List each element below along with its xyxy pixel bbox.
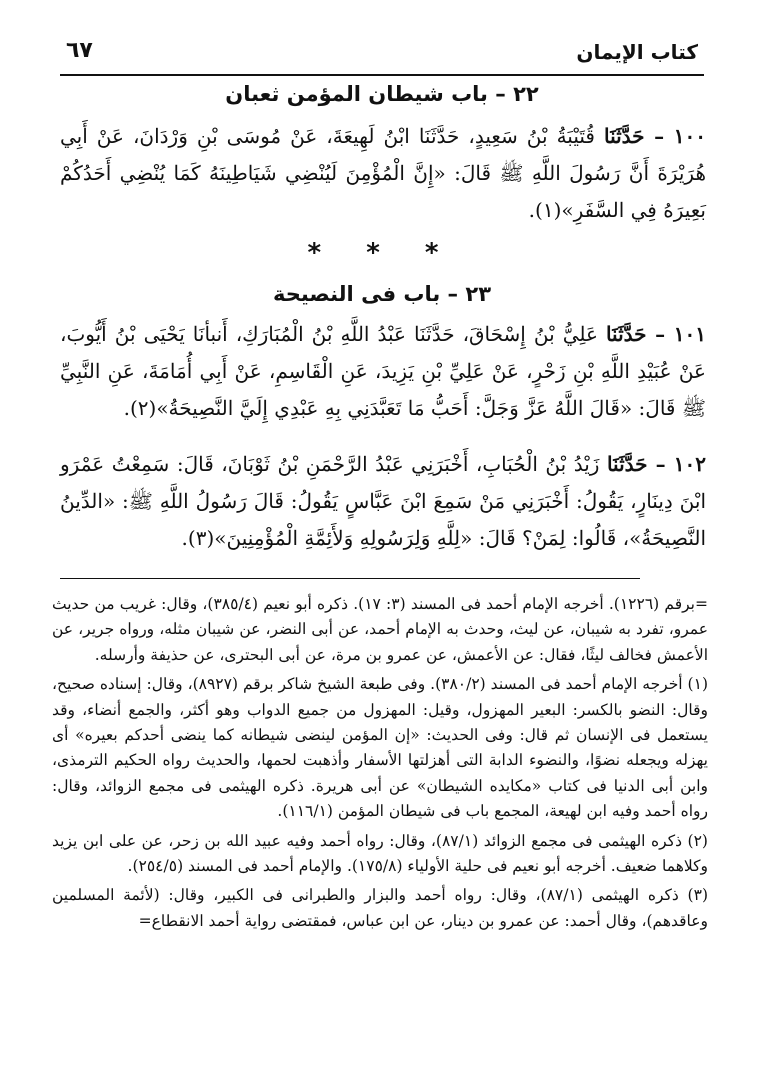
footnote: (٣) ذكره الهيثمى (٨٧/١)، وقال: رواه أحمد والبزار والطبرانى فى الكبير، وقال: (لأئمة المسلمين وعاقدهم)، وقال أحمد: عن عمرو بن دينار، عن ابن عباس، فمقتضى رواية أحمد الانقطاع= — [52, 886, 708, 930]
footnote-divider — [60, 578, 640, 579]
hadith-body: عَلِيُّ بْنُ إِسْحَاقَ، حَدَّثَنَا عَبْدُ اللَّهِ بْنُ الْمُبَارَكِ، أَنبأنَا يَحْيَى بْنُ أَيُّوبَ، عَنْ عُبَيْدِ اللَّهِ بْنِ زَحْرٍ، عَنْ عَلِيِّ بْنِ يَزِيدَ، عَنِ الْقَاسِمِ، عَنْ أَبِي أُمَامَةَ، عَنِ النَّبِيِّ ﷺ قَالَ: «قَالَ اللَّهُ عَزَّ وَجَلَّ: أَحَبُّ مَا تَعَبَّدَنِي بِهِ عَبْدِي إِلَيَّ النَّصِيحَةُ»(٢). — [60, 322, 706, 420]
hadith-text — [60, 316, 706, 427]
page-header — [60, 34, 704, 76]
hadith-number: ١٠٠ – حَدَّثَنَا — [603, 124, 706, 148]
page-number: ٦٧ — [66, 38, 93, 63]
hadith-number: ١٠١ – حَدَّثَنَا — [605, 322, 707, 346]
running-title: كتاب الإيمان — [576, 40, 698, 64]
hadith-text — [60, 446, 706, 557]
hadith-body: زَيْدُ بْنُ الْحُبَابِ، أَخْبَرَنِي عَبْدُ الرَّحْمَنِ بْنُ ثَوْبَانَ، قَالَ: سَمِعْتُ عَمْرَو ابْنَ دِينَارٍ، يَقُولُ: أَخْبَرَنِي مَنْ سَمِعَ ابْنَ عَبَّاسٍ يَقُولُ: قَالَ رَسُولُ اللَّهِ ﷺ: «الدِّينُ النَّصِيحَةُ»، قَالُوا: لِمَنْ؟ قَالَ: «لِلَّهِ وَلِرَسُولِهِ وَلأَئِمَّةِ الْمُؤْمِنِينَ»(٣). — [60, 452, 706, 550]
footnote: =برقم (١٢٢٦). أخرجه الإمام أحمد فى المسند (٣: ١٧). ذكره أبو نعيم (٣٨٥/٤)، وقال: غريب من حديث عمرو، تفرد به شيبان، عن ليث، وحدث به الإمام أحمد، عن أبى النضر، عن شيبان مثله، ورواه جرير، عن الأعمش فخالف ليثًا، فقال: عن الأعمش، عن عمرو بن مرة، عن أبى البحترى، عن حذيفة وأرسله. — [52, 595, 708, 664]
chapter-heading: ٢٣ – باب فى النصيحة — [272, 282, 492, 306]
hadith-body: قُتَيْبَةُ بْنُ سَعِيدٍ، حَدَّثَنَا ابْنُ لَهِيعَةَ، عَنْ مُوسَى بْنِ وَرْدَانَ، عَنْ أَبِي هُرَيْرَةَ أَنَّ رَسُولَ اللَّهِ ﷺ قَالَ: «إِنَّ الْمُؤْمِنَ لَيُنْضِي شَيَاطِينَهُ كَمَا يُنْضِي أَحَدُكُمْ بَعِيرَهُ فِي السَّفَرِ»(١). — [60, 124, 706, 222]
hadith-text — [60, 118, 706, 229]
section-separator: * * * — [307, 238, 457, 268]
footnote: (٢) ذكره الهيثمى فى مجمع الزوائد (٨٧/١)، وقال: رواه أحمد وفيه عبيد الله بن زحر، عن على ابن يزيد وكلاهما ضعيف. أخرجه أبو نعيم فى حلية الأولياء (١٧٥/٨). والإمام أحمد فى المسند (٢٥٤/٥). — [52, 831, 708, 876]
hadith-number: ١٠٢ – حَدَّثَنَا — [606, 452, 706, 476]
chapter-heading: ٢٢ – باب شيطان المؤمن ثعبان — [225, 82, 539, 106]
footnotes — [52, 592, 708, 938]
footnote: (١) أخرجه الإمام أحمد فى المسند (٣٨٠/٢). وفى طبعة الشيخ شاكر برقم (٨٩٢٧)، وقال: إسناده صحيح، وقال: النضو بالكسر: البعير المهزول، وقيل: المهزول من جميع الدواب وهو أكثر، والجمع أنضاء، وقد يستعمل فى الإنسان ثم قال: وفى الحديث: «إن المؤمن لينضى شيطانه كما ينضى أحدكم بعيره» أى يهزله ويجعله نضوًا، والنضوء الدابة التى أهزلتها الأسفار وأذهبت لحمها، والحديث رواه الحكيم الترمذى، وابن أبى الدنيا فى كتاب «مكايده الشيطان» عن أبى هريرة. ذكره الهيثمى فى مجمع الزوائد، وقال: رواه أحمد وفيه ابن لهيعة، المجمع باب فى شيطان المؤمن (١١٦/١). — [52, 675, 708, 821]
